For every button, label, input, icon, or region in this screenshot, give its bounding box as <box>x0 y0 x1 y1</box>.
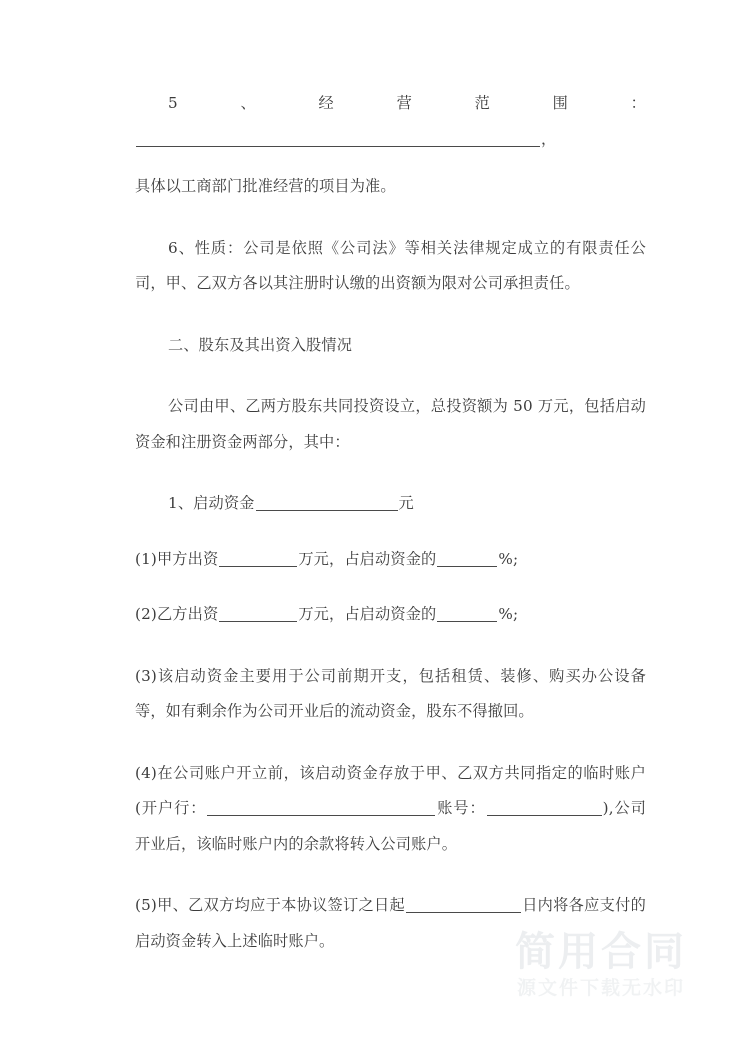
party-b-percent-blank[interactable] <box>437 606 497 622</box>
item-transfer-deadline <box>135 888 646 959</box>
paragraph-total-investment: 公司由甲、乙两方股东共同投资设立，总投资额为 50 万元，包括启动资金和注册资金两部分，其中： <box>135 397 646 451</box>
account-number-blank[interactable] <box>487 800 602 816</box>
item-startup-capital <box>135 486 646 522</box>
party-b-contribution-label: (2)乙方出资 <box>135 605 219 623</box>
startup-capital-unit: 元 <box>398 494 414 512</box>
watermark-tagline: 源文件下载无水印 <box>516 977 685 1000</box>
transfer-deadline-tail: 日内将各应支付的启动资金转入上述临时账户。 <box>135 896 646 950</box>
party-b-percent-sign: %; <box>498 605 519 623</box>
party-b-contribution-mid: 万元，占启动资金的 <box>298 605 437 623</box>
party-a-amount-blank[interactable] <box>219 551 297 567</box>
item-startup-capital-usage: (3)该启动资金主要用于公司前期开支，包括租赁、装修、购买办公设备等，如有剩余作为公司开业后的流动资金，股东不得撤回。 <box>135 666 646 720</box>
party-b-amount-blank[interactable] <box>219 606 297 622</box>
account-number-label: 账号： <box>436 799 486 817</box>
item-temporary-account <box>135 756 646 863</box>
temporary-account-tail: ),公司开业后，该临时账户内的余款将转入公司账户。 <box>135 799 646 853</box>
paragraph-business-scope <box>135 86 646 157</box>
startup-capital-amount-blank[interactable] <box>256 495 398 511</box>
party-a-contribution-label: (1)甲方出资 <box>135 549 219 568</box>
paragraph-business-scope-note: 具体以工商部门批准经营的项目为准。 <box>135 177 396 195</box>
paragraph-company-nature: 6、性质：公司是依照《公司法》等相关法律规定成立的有限责任公司，甲、乙双方各以其注册时认缴的出资额为限对公司承担责任。 <box>135 238 646 292</box>
section-heading-shareholders: 二、股东及其出资入股情况 <box>168 335 353 354</box>
bank-name-blank[interactable] <box>207 800 435 816</box>
temporary-account-lead: (4)在公司账户开立前，该启动资金存放于甲、乙双方共同指定的临时账户(开户行： <box>135 763 646 817</box>
document-body <box>135 86 646 959</box>
item-party-a-contribution <box>135 542 646 578</box>
party-a-contribution-mid: 万元，占启动资金的 <box>298 549 437 568</box>
watermark-brand: 简用合同 <box>515 929 687 976</box>
startup-capital-label: 1、启动资金 <box>168 494 255 512</box>
transfer-deadline-days-blank[interactable] <box>406 897 521 913</box>
party-a-percent-blank[interactable] <box>437 551 497 567</box>
transfer-deadline-lead: (5)甲、乙双方均应于本协议签订之日起 <box>135 896 406 914</box>
business-scope-label: 5、经营范围： <box>168 94 646 112</box>
item-party-b-contribution <box>135 597 646 633</box>
business-scope-comma: ， <box>541 129 557 148</box>
party-a-percent-sign: %; <box>498 549 519 568</box>
business-scope-blank[interactable] <box>136 131 540 147</box>
